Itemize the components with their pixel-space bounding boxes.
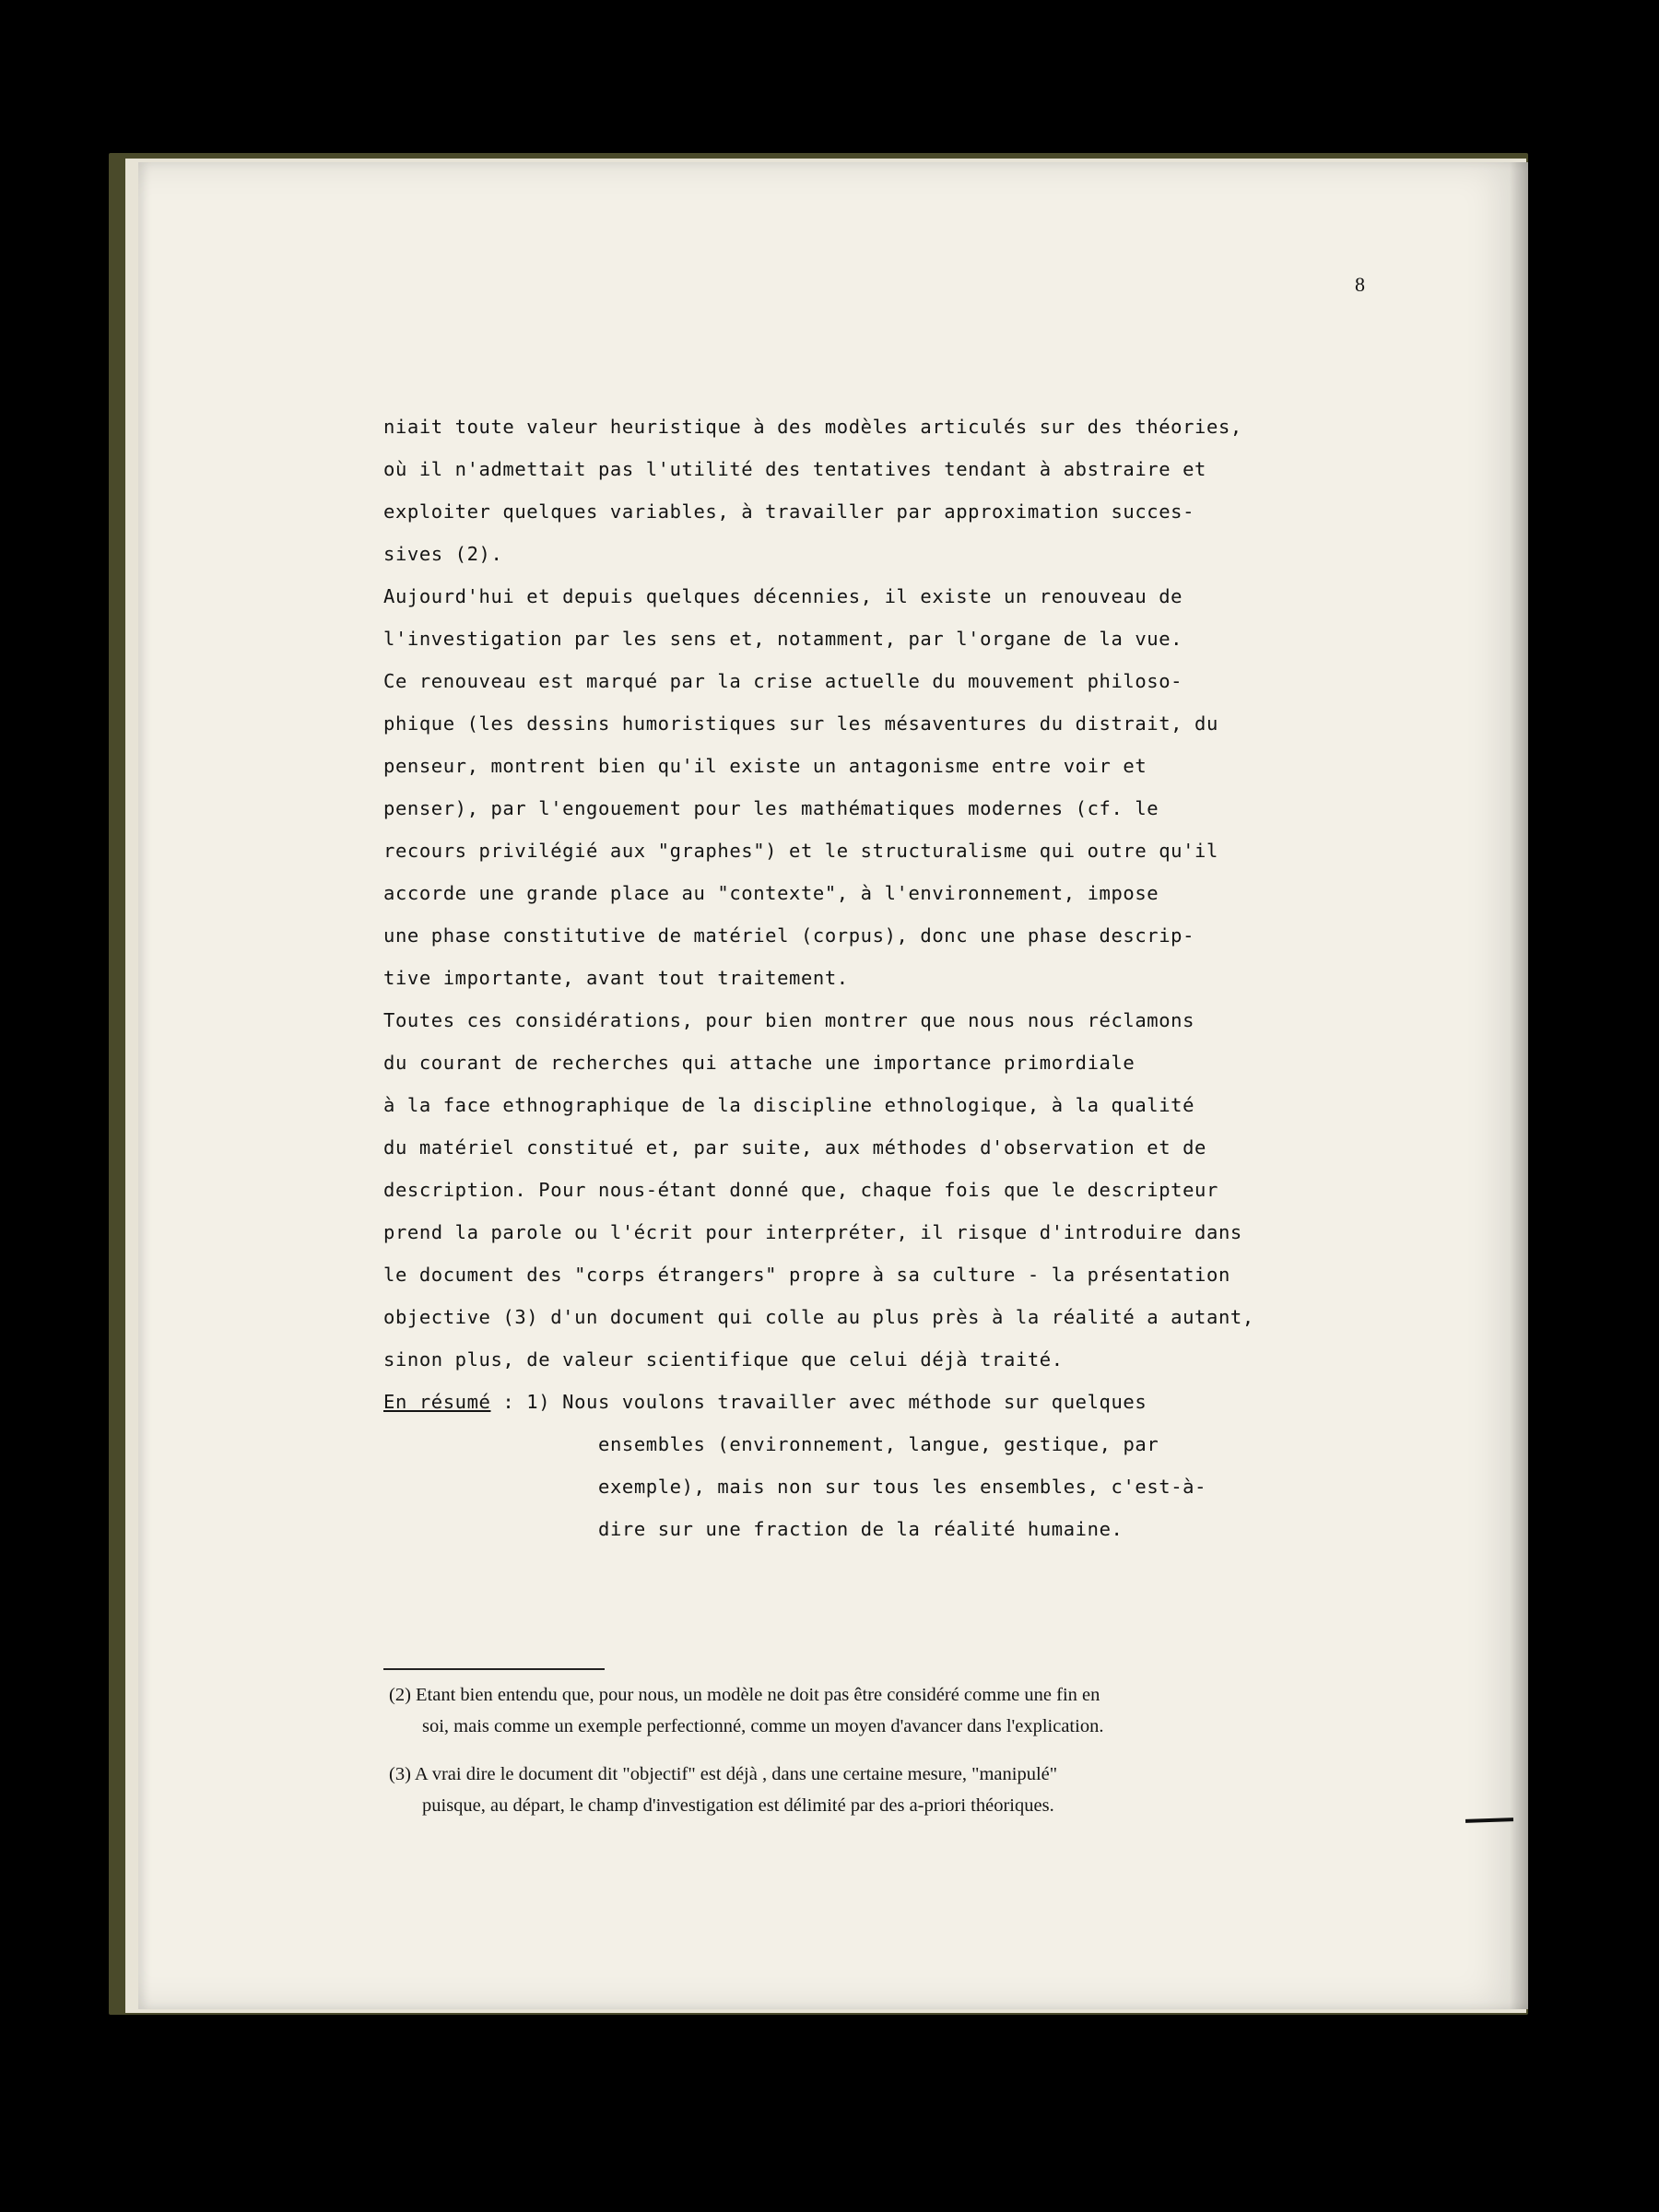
body-line: prend la parole ou l'écrit pour interpréter, il risque d'introduire dans	[383, 1221, 1242, 1243]
body-line: Ce renouveau est marqué par la crise actuelle du mouvement philoso-	[383, 670, 1183, 692]
body-line: tive importante, avant tout traitement.	[383, 967, 849, 989]
body-line: Toutes ces considérations, pour bien montrer que nous nous réclamons	[383, 1009, 1195, 1031]
body-line: description. Pour nous-étant donné que, chaque fois que le descripteur	[383, 1179, 1218, 1201]
summary-point-1: : 1) Nous voulons travailler avec méthode sur quelques	[490, 1391, 1147, 1413]
body-line: accorde une grande place au "contexte", à l'environnement, impose	[383, 882, 1159, 904]
body-line: exploiter quelques variables, à travailler par approximation succes-	[383, 500, 1195, 523]
footnote-separator	[383, 1668, 605, 1670]
body-text	[383, 406, 1379, 1550]
footnote-line: (3) A vrai dire le document dit "objectif" est déjà , dans une certaine mesure, "manipulé"	[389, 1764, 1058, 1784]
body-line: du courant de recherches qui attache une importance primordiale	[383, 1052, 1135, 1074]
footnote-2	[389, 1679, 1384, 1742]
summary-label: En résumé	[383, 1391, 491, 1413]
summary-first-line	[383, 1381, 1379, 1423]
body-line: niait toute valeur heuristique à des modèles articulés sur des théories,	[383, 416, 1242, 438]
summary-continuation: exemple), mais non sur tous les ensembles, c'est-à-	[598, 1476, 1207, 1498]
body-line: objective (3) d'un document qui colle au plus près à la réalité a autant,	[383, 1306, 1254, 1328]
footnote-line: soi, mais comme un exemple perfectionné, comme un moyen d'avancer dans l'explication.	[422, 1716, 1104, 1736]
body-line: recours privilégié aux "graphes") et le structuralisme qui outre qu'il	[383, 840, 1218, 862]
body-line: l'investigation par les sens et, notamment, par l'organe de la vue.	[383, 628, 1183, 650]
summary-continuation: dire sur une fraction de la réalité humaine.	[598, 1518, 1124, 1540]
page-number: 8	[1355, 273, 1365, 296]
body-line: où il n'admettait pas l'utilité des tentatives tendant à abstraire et	[383, 458, 1207, 480]
body-line: une phase constitutive de matériel (corpus), donc une phase descrip-	[383, 924, 1195, 947]
body-line: sinon plus, de valeur scientifique que celui déjà traité.	[383, 1348, 1064, 1371]
body-line: à la face ethnographique de la discipline ethnologique, à la qualité	[383, 1094, 1195, 1116]
body-line: penseur, montrent bien qu'il existe un antagonisme entre voir et	[383, 755, 1147, 777]
body-line: phique (les dessins humoristiques sur les mésaventures du distrait, du	[383, 712, 1218, 735]
body-line: penser), par l'engouement pour les mathématiques modernes (cf. le	[383, 797, 1159, 819]
page-shadow	[1510, 162, 1528, 2009]
body-line: Aujourd'hui et depuis quelques décennies, il existe un renouveau de	[383, 585, 1183, 607]
footnote-line: (2) Etant bien entendu que, pour nous, un modèle ne doit pas être considéré comme une fin en	[389, 1685, 1100, 1705]
body-line: le document des "corps étrangers" propre à sa culture - la présentation	[383, 1264, 1230, 1286]
summary-continuation: ensembles (environnement, langue, gestique, par	[598, 1433, 1159, 1455]
body-line: du matériel constitué et, par suite, aux méthodes d'observation et de	[383, 1136, 1207, 1159]
footnote-line: puisque, au départ, le champ d'investigation est délimité par des a-priori théoriques.	[422, 1795, 1054, 1816]
footnotes	[389, 1679, 1384, 1838]
footnote-3	[389, 1759, 1384, 1821]
body-line: sives (2).	[383, 543, 503, 565]
